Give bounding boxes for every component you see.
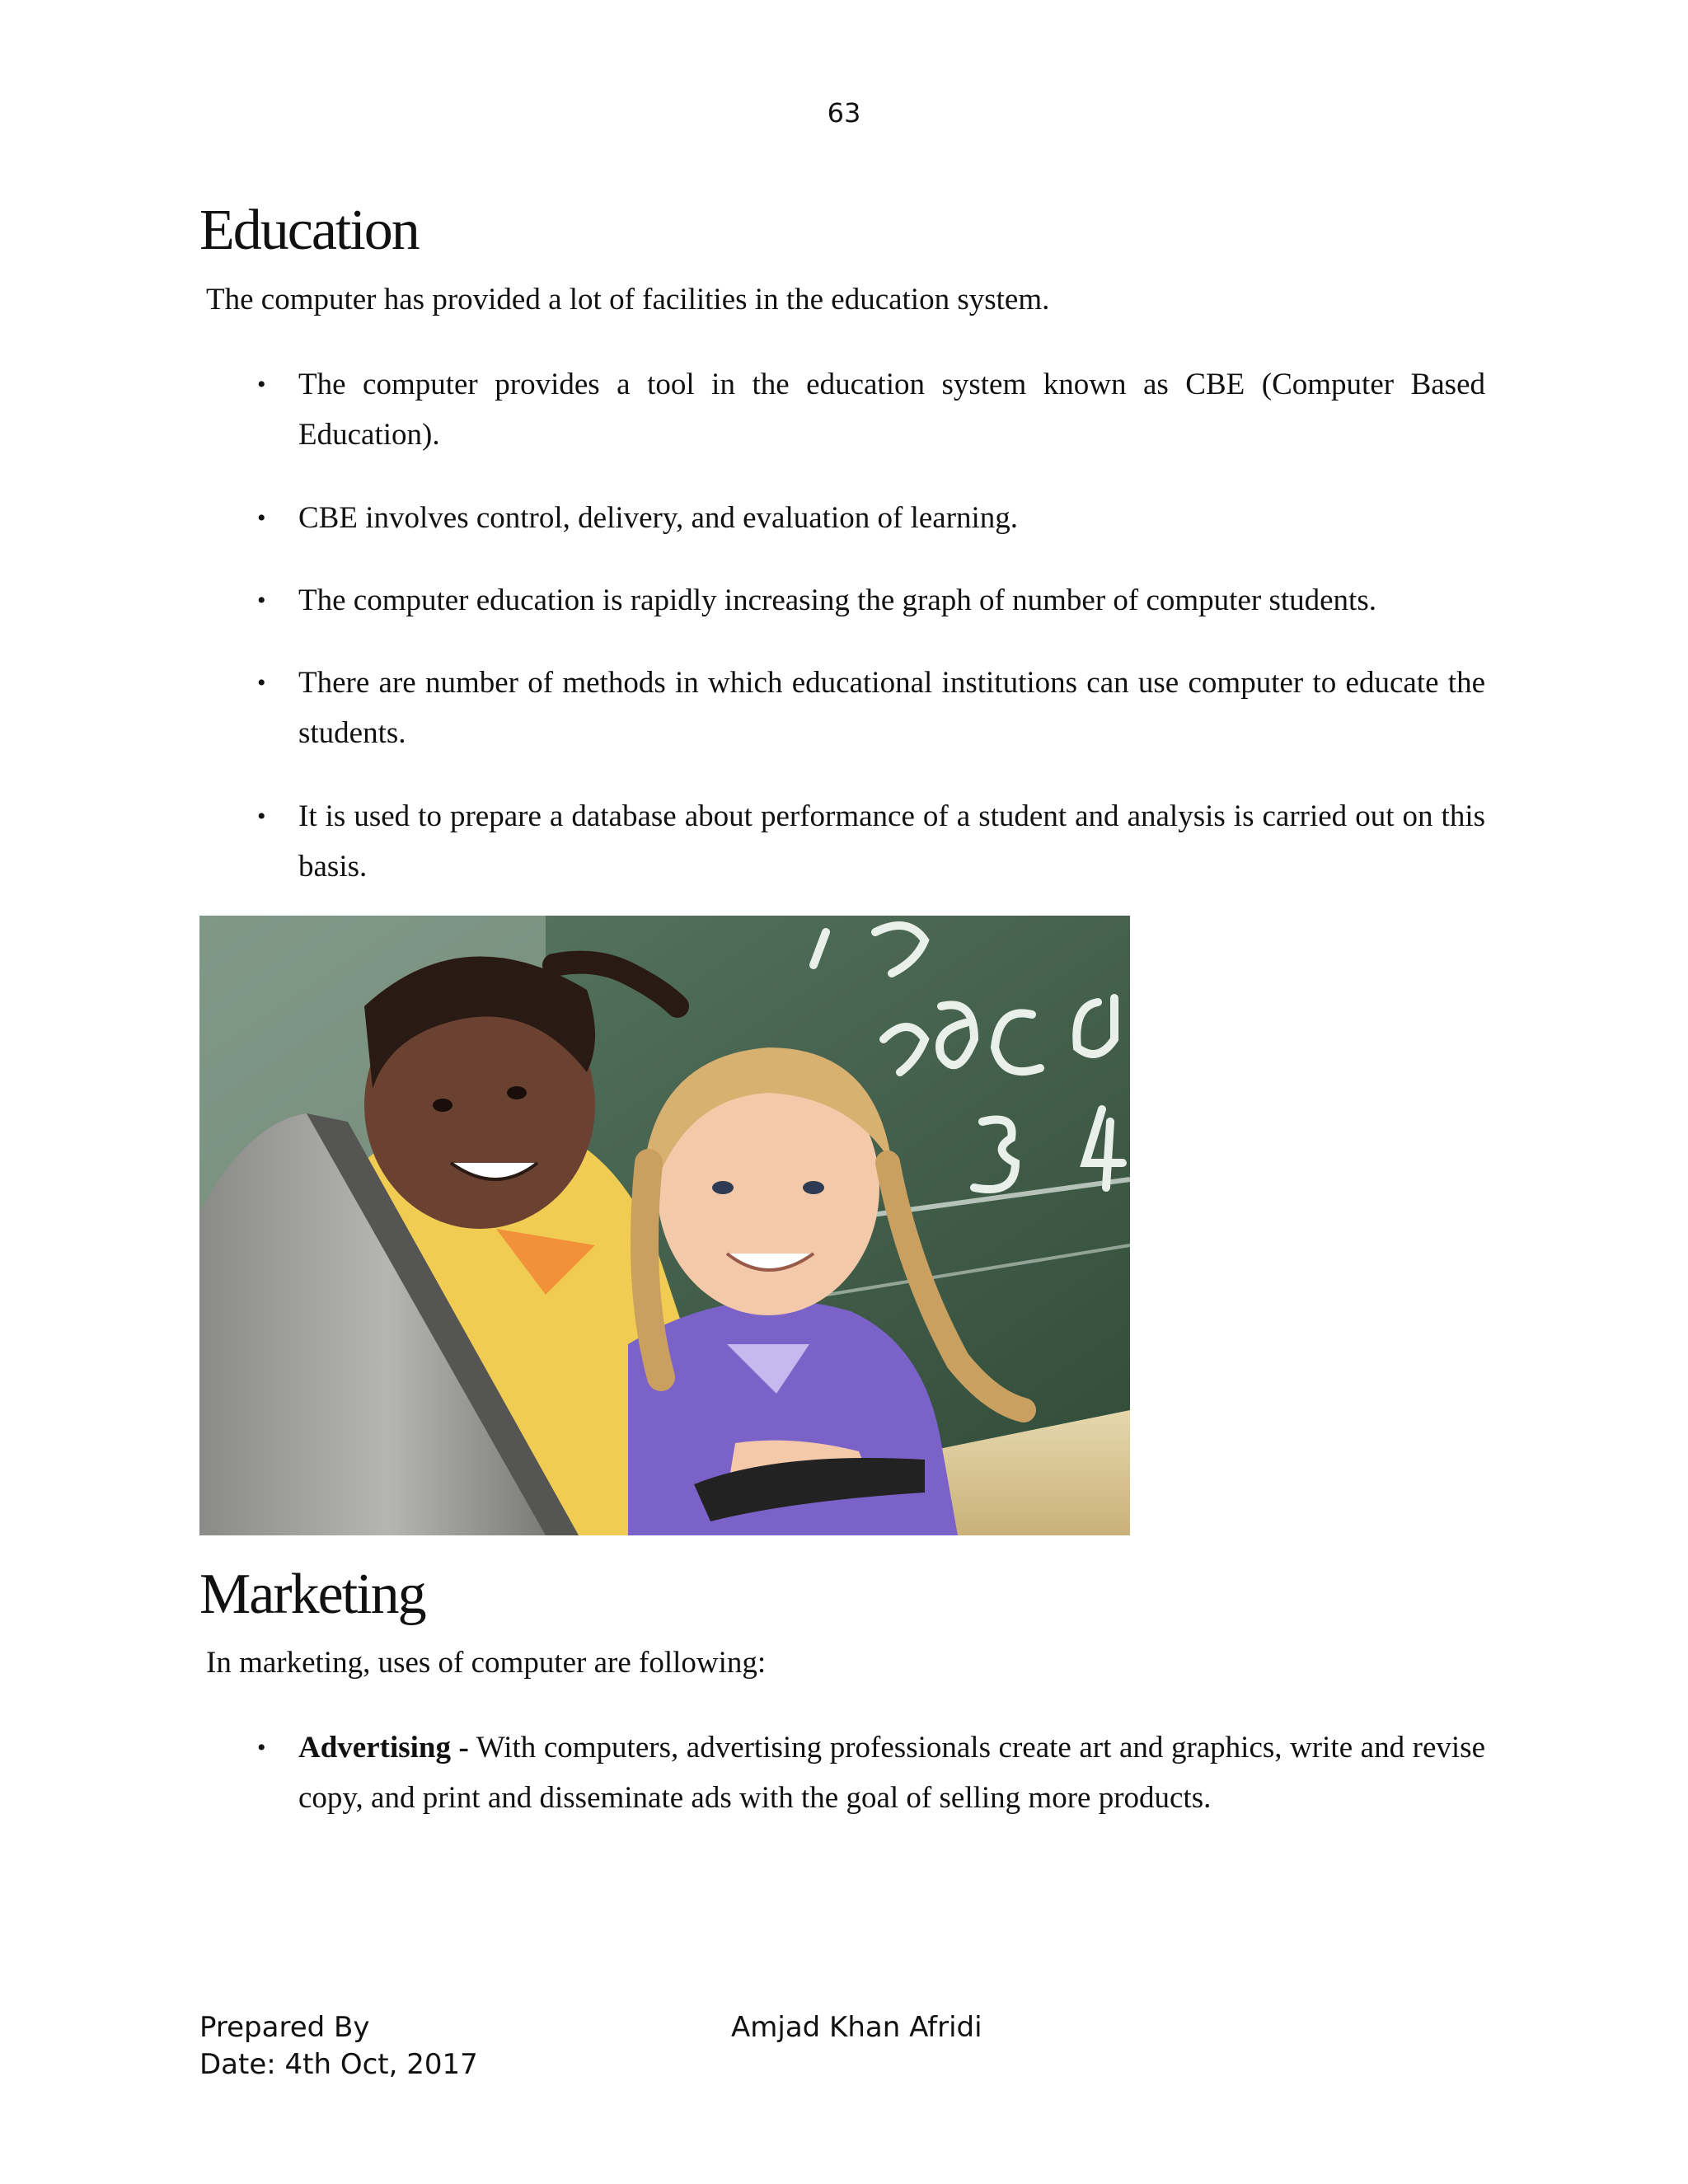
education-bullet-1 <box>257 359 1485 460</box>
students-laptop-photo <box>199 916 1130 1535</box>
footer-author: Amjad Khan Afridi <box>731 2011 982 2044</box>
bullet-dot-icon: • <box>257 669 266 696</box>
education-intro: The computer has provided a lot of facilities in the education system. <box>206 283 1050 316</box>
bullet-text: The computer provides a tool in the education system known as CBE (Computer Based Education). <box>298 368 1485 452</box>
bullet-text <box>298 1722 1485 1823</box>
bullet-text: The computer education is rapidly increasing the graph of number of computer students. <box>298 583 1376 617</box>
education-bullet-4 <box>257 658 1485 758</box>
marketing-bullet-advertising <box>257 1722 1485 1823</box>
education-bullet-5 <box>257 791 1485 892</box>
bullet-dot-icon: • <box>257 803 266 830</box>
bullet-dot-icon: • <box>257 371 266 398</box>
education-bullet-3 <box>257 575 1485 626</box>
page-number: 63 <box>827 97 861 129</box>
bullet-dot-icon: • <box>257 1734 266 1761</box>
education-bullet-2 <box>257 493 1485 543</box>
footer-prepared-by: Prepared By <box>199 2011 370 2044</box>
bullet-dot-icon: • <box>257 587 266 614</box>
footer-date: Date: 4th Oct, 2017 <box>199 2048 478 2081</box>
education-heading: Education <box>199 199 419 262</box>
marketing-intro: In marketing, uses of computer are following: <box>206 1646 767 1680</box>
bullet-text: CBE involves control, delivery, and evaluation of learning. <box>298 501 1019 535</box>
marketing-heading: Marketing <box>199 1563 425 1626</box>
bullet-text: There are number of methods in which educational institutions can use computer to educate the students. <box>298 666 1485 750</box>
bullet-description: With computers, advertising professionals create art and graphics, write and revise copy, and print and disseminate ads with the goal of selling more products. <box>298 1731 1485 1815</box>
bullet-dot-icon: • <box>257 504 266 532</box>
bullet-term: Advertising - <box>298 1731 469 1765</box>
bullet-text: It is used to prepare a database about performance of a student and analysis is carried out on this basis. <box>298 799 1485 883</box>
